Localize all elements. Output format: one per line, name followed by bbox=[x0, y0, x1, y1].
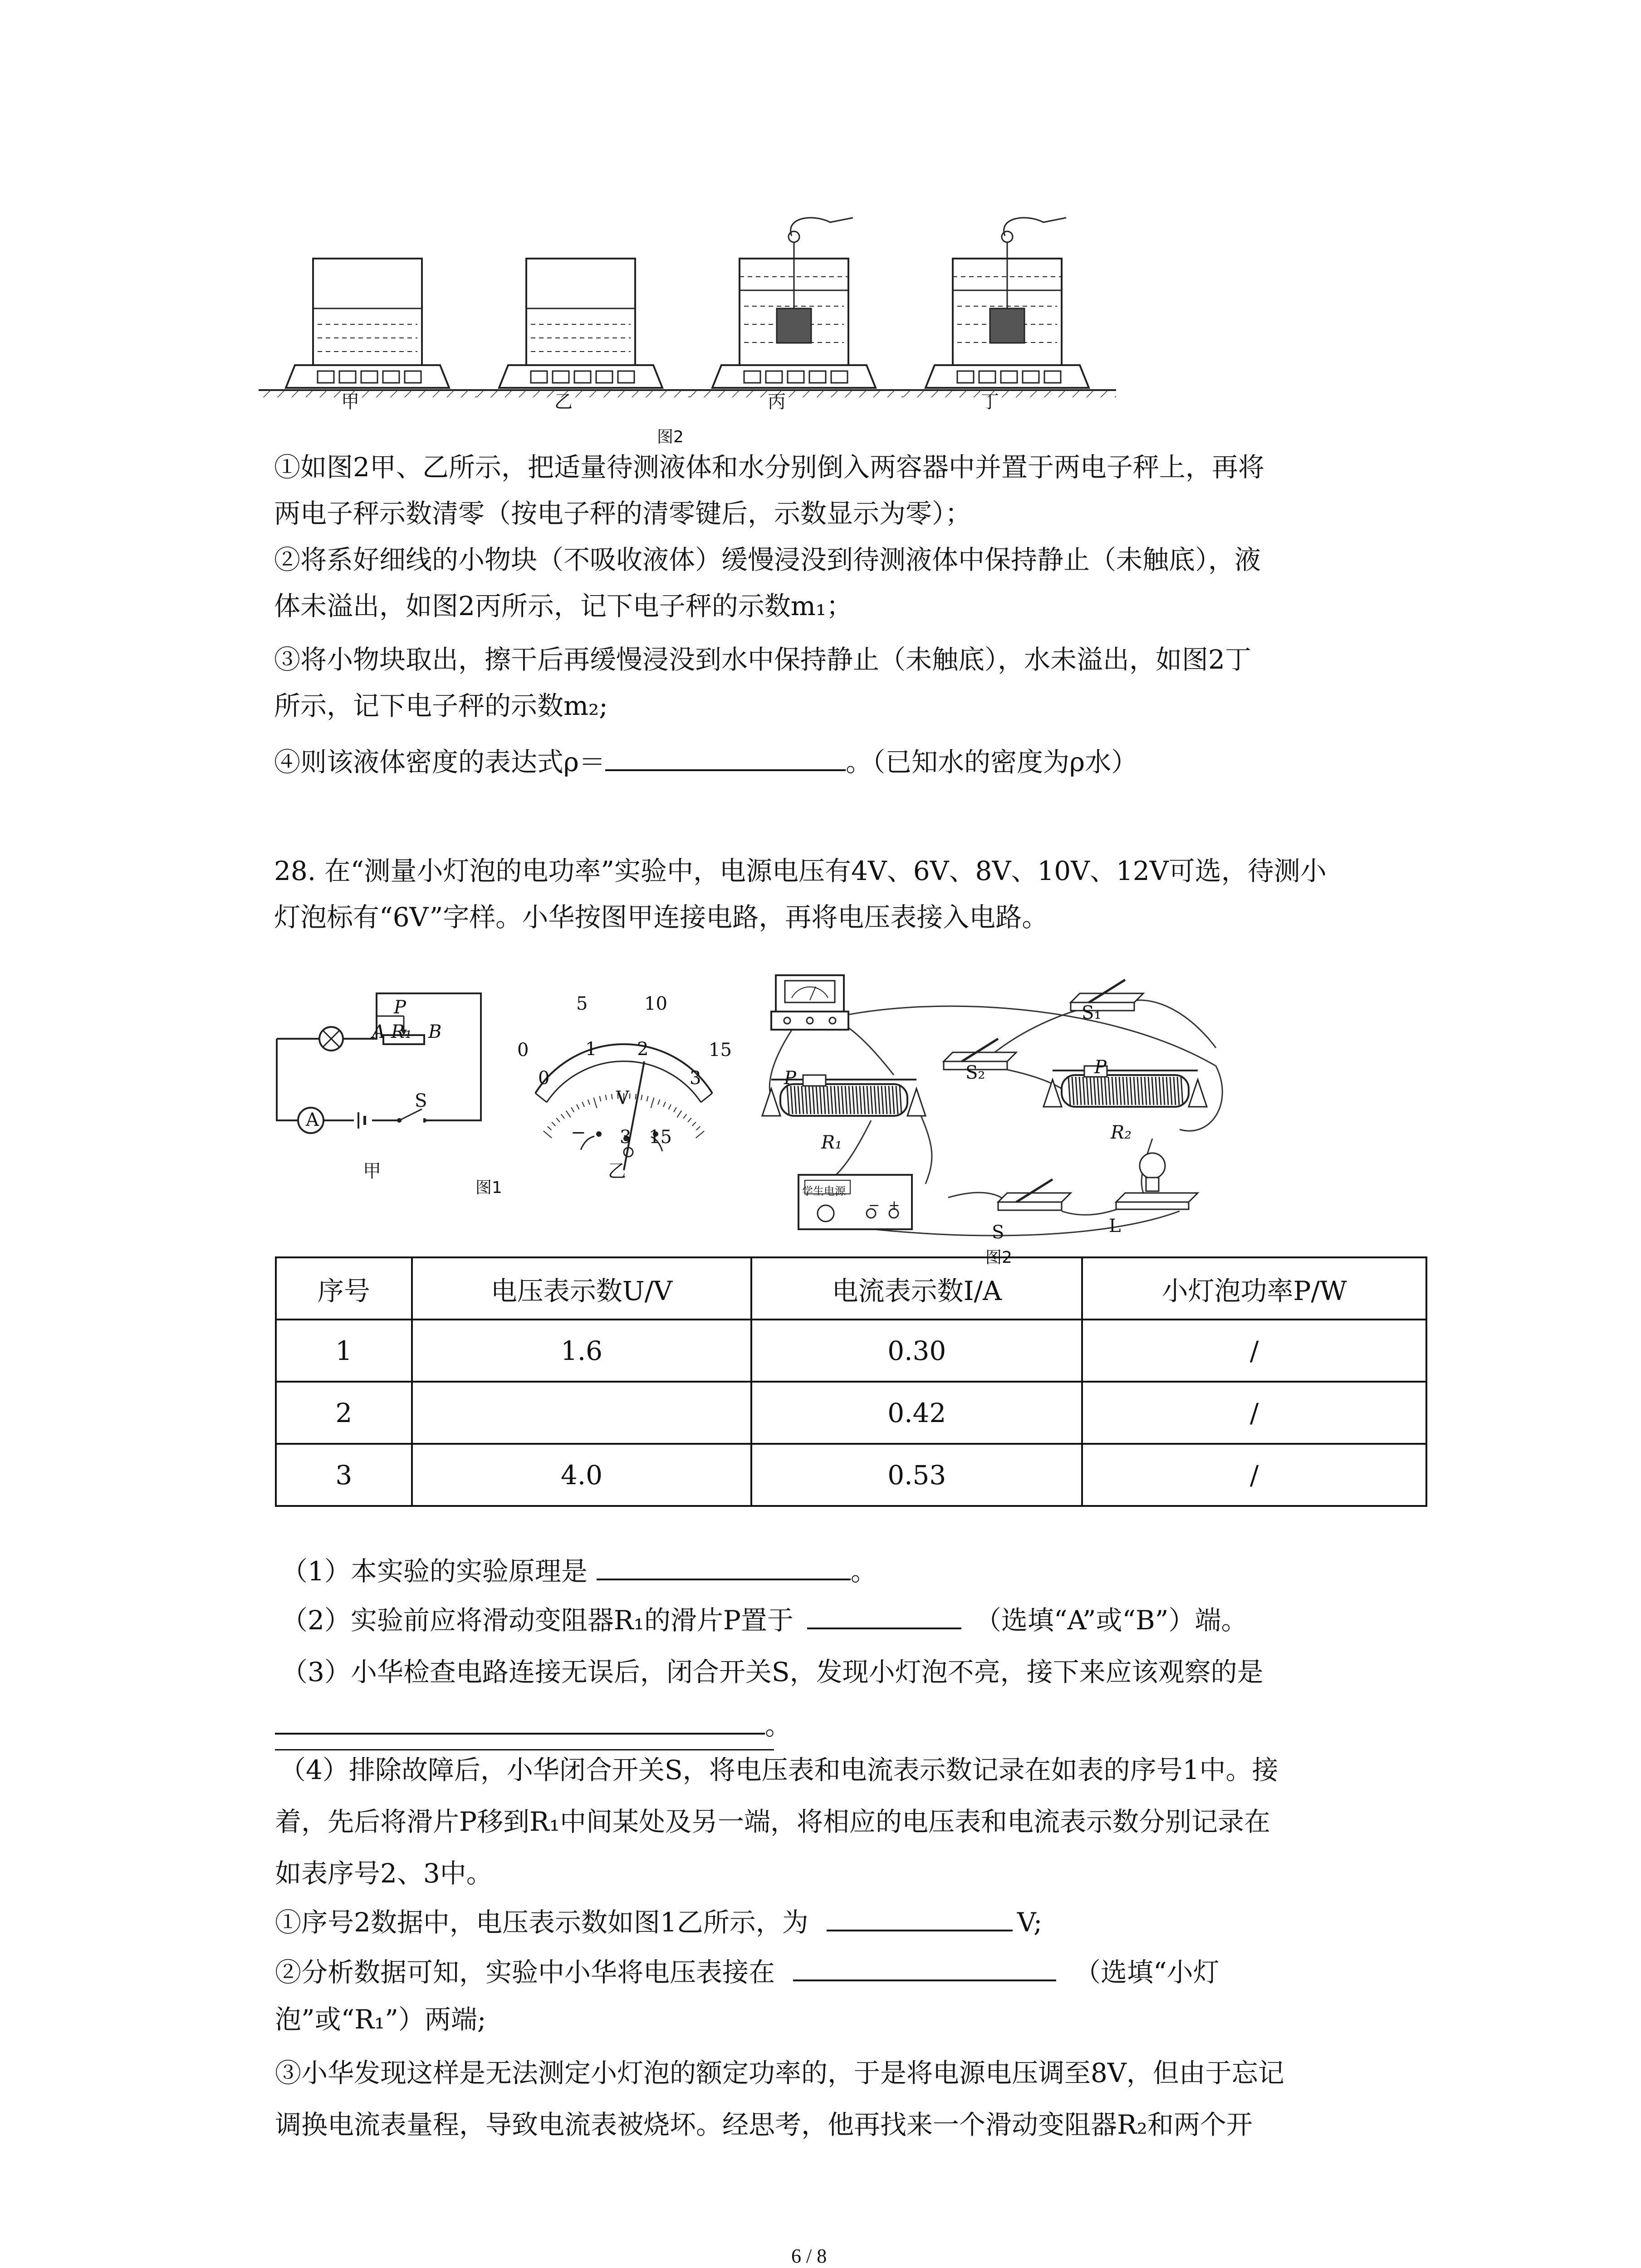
part2-text: （2）实验前应将滑动变阻器R₁的滑片P置于 bbox=[281, 1605, 794, 1636]
table-row bbox=[276, 1382, 1426, 1444]
meter-upper-10: 10 bbox=[644, 993, 667, 1014]
table-cell: 1.6 bbox=[412, 1320, 752, 1382]
table-cell: 0.42 bbox=[751, 1382, 1082, 1444]
part2 bbox=[281, 1601, 1247, 1638]
table-cell: / bbox=[1082, 1320, 1426, 1382]
q27-step4 bbox=[274, 743, 1137, 780]
fig2-label-psu-terms: − + bbox=[868, 1198, 900, 1213]
voltmeter-needle bbox=[624, 1061, 644, 1170]
fig1-label-yi: 乙 bbox=[608, 1161, 626, 1182]
part3-answer-blank[interactable] bbox=[275, 1706, 765, 1735]
sub2-end: （选填“小灯 bbox=[1074, 1957, 1220, 1988]
q27-step4-text: ④则该液体密度的表达式ρ＝ bbox=[274, 747, 606, 777]
data-table bbox=[275, 1256, 1427, 1507]
part4-line2: 着，先后将滑片P移到R₁中间某处及另一端，将相应的电压表和电流表示数分别记录在 bbox=[275, 1806, 1270, 1837]
part2-end: （选填“A”或“B”）端。 bbox=[975, 1605, 1248, 1636]
table-cell: 0.53 bbox=[751, 1444, 1082, 1506]
fig2-label-bing: 丙 bbox=[768, 391, 786, 412]
fig2-label-P1: P bbox=[784, 1068, 796, 1089]
q27-step1-line1: ①如图2甲、乙所示，把适量待测液体和水分别倒入两容器中并置于两电子秤上，再将 bbox=[274, 452, 1264, 483]
part4-line3: 如表序号2、3中。 bbox=[275, 1858, 493, 1889]
part3: （3）小华检查电路连接无误后，闭合开关S，发现小灯泡不亮，接下来应该观察的是 bbox=[281, 1657, 1264, 1687]
table-cell: 2 bbox=[276, 1382, 412, 1444]
part3-end: 。 bbox=[765, 1710, 792, 1741]
scale-container-ding bbox=[898, 218, 1116, 397]
fig1-label-jia: 甲 bbox=[363, 1161, 381, 1182]
table-cell-blank[interactable] bbox=[412, 1382, 752, 1444]
part1-end: 。 bbox=[850, 1556, 877, 1587]
scale-container-yi bbox=[472, 259, 690, 397]
sub1-end: V; bbox=[1017, 1907, 1043, 1938]
fig2-label-ding: 丁 bbox=[981, 391, 999, 412]
table-cell: 4.0 bbox=[412, 1444, 752, 1506]
fig2-label-yi: 乙 bbox=[554, 391, 573, 412]
q27-step1-line2: 两电子秤示数清零（按电子秤的清零键后，示数显示为零）； bbox=[274, 498, 972, 529]
meter-lower-3: 3 bbox=[690, 1068, 701, 1089]
page-number: 6 / 8 bbox=[791, 2245, 827, 2267]
q28-intro-line1: 28. 在“测量小灯泡的电功率”实验中，电源电压有4V、6V、8V、10V、12V可选，待测小 bbox=[274, 855, 1327, 886]
fig2-label-R1: R₁ bbox=[821, 1132, 843, 1153]
q27-step2-line2: 体未溢出，如图2丙所示，记下电子秤的示数m₁； bbox=[274, 591, 853, 621]
fig1-label-P: P bbox=[394, 997, 406, 1018]
q28-intro-line2: 灯泡标有“6V”字样。小华按图甲连接电路，再将电压表接入电路。 bbox=[274, 902, 1048, 933]
fig2-physical-circuit bbox=[744, 966, 1243, 1247]
part3-underline-rule bbox=[275, 1749, 774, 1750]
meter-lower-2: 2 bbox=[637, 1039, 649, 1060]
part1-text: （1）本实验的实验原理是 bbox=[281, 1556, 588, 1587]
fig1-circuit-schematic bbox=[268, 984, 485, 1148]
fig2-label-L: L bbox=[1109, 1216, 1121, 1237]
meter-terminal-3: 3 bbox=[620, 1127, 632, 1148]
lamp-l-icon bbox=[1116, 1153, 1198, 1209]
switch-s-icon bbox=[998, 1179, 1071, 1210]
q27-step2-line1: ②将系好细线的小物块（不吸收液体）缓慢浸没到待测液体中保持静止（未触底），液 bbox=[274, 544, 1261, 575]
fig2-label-jia: 甲 bbox=[341, 391, 359, 412]
fig1-label-S: S bbox=[415, 1090, 427, 1111]
table-header: 电流表示数I/A bbox=[751, 1257, 1082, 1320]
meter-upper-0: 0 bbox=[517, 1040, 529, 1061]
table-header: 小灯泡功率P/W bbox=[1082, 1257, 1426, 1320]
sub2 bbox=[275, 1953, 1220, 1990]
sub1-answer-blank[interactable] bbox=[827, 1903, 1013, 1931]
fig2-label-psu: 学生电源 bbox=[802, 1185, 846, 1198]
meter-lower-1: 1 bbox=[585, 1039, 597, 1060]
q27-step4-end: 。（已知水的密度为ρ水） bbox=[846, 747, 1138, 777]
sub2-text: ②分析数据可知，实验中小华将电压表接在 bbox=[275, 1957, 775, 1988]
fig2-label-S2: S₂ bbox=[965, 1062, 985, 1083]
fig2-label-S1: S₁ bbox=[1082, 1002, 1102, 1023]
voltmeter-device-icon bbox=[771, 975, 848, 1030]
table-header: 序号 bbox=[276, 1257, 412, 1320]
meter-terminal-neg: − bbox=[571, 1122, 586, 1143]
table-row bbox=[276, 1320, 1426, 1382]
table-header: 电压表示数U/V bbox=[412, 1257, 752, 1320]
scale-container-bing bbox=[685, 218, 903, 397]
fig1-label-R1: R₁ bbox=[391, 1022, 412, 1042]
sub2-line2: 泡”或“R₁”）两端; bbox=[275, 2004, 486, 2035]
fig1-label-A: A bbox=[372, 1022, 385, 1042]
fig2-label-S: S bbox=[992, 1222, 1004, 1243]
fig1-label-ammeter: A bbox=[306, 1110, 319, 1130]
part2-answer-blank[interactable] bbox=[807, 1601, 961, 1629]
sub3-line1: ③小华发现这样是无法测定小灯泡的额定功率的，于是将电源电压调至8V，但由于忘记 bbox=[275, 2058, 1284, 2088]
fig1-label-B: B bbox=[428, 1022, 442, 1042]
table-header-row bbox=[276, 1257, 1426, 1320]
sub2-answer-blank[interactable] bbox=[793, 1953, 1056, 1981]
part4-line1: （4）排除故障后，小华闭合开关S，将电压表和电流表示数记录在如表的序号1中。接 bbox=[279, 1755, 1279, 1785]
table-cell: / bbox=[1082, 1444, 1426, 1506]
q27-step3-line2: 所示，记下电子秤的示数m₂; bbox=[274, 690, 608, 721]
q27-answer-blank[interactable] bbox=[605, 743, 846, 771]
scale-container-jia bbox=[259, 259, 476, 397]
meter-lower-0: 0 bbox=[538, 1068, 550, 1089]
table-cell: 3 bbox=[276, 1444, 412, 1506]
table-cell: 1 bbox=[276, 1320, 412, 1382]
fig2-label-R2: R₂ bbox=[1111, 1122, 1132, 1143]
fig2-scales-diagram bbox=[254, 209, 1416, 472]
fig1-caption: 图1 bbox=[475, 1178, 502, 1197]
fig2-top-caption: 图2 bbox=[657, 428, 684, 446]
part1 bbox=[281, 1552, 877, 1589]
part3-answer-line bbox=[275, 1706, 791, 1744]
rheostat-r2-icon bbox=[1043, 1066, 1207, 1107]
sub1-text: ①序号2数据中，电压表示数如图1乙所示，为 bbox=[275, 1907, 808, 1938]
table-row bbox=[276, 1444, 1426, 1506]
q27-step3-line1: ③将小物块取出，擦干后再缓慢浸没到水中保持静止（未触底），水未溢出，如图2丁 bbox=[274, 644, 1251, 675]
table-cell: / bbox=[1082, 1382, 1426, 1444]
fig2-bottom-caption: 图2 bbox=[985, 1248, 1012, 1267]
meter-terminal-15: 15 bbox=[649, 1127, 672, 1148]
part1-answer-blank[interactable] bbox=[597, 1552, 851, 1580]
meter-upper-5: 5 bbox=[576, 993, 588, 1014]
sub3-line2: 调换电流表量程，导致电流表被烧坏。经思考，他再找来一个滑动变阻器R₂和两个开 bbox=[275, 2109, 1253, 2140]
meter-unit: V bbox=[616, 1088, 629, 1109]
fig2-label-P2: P bbox=[1094, 1057, 1107, 1078]
table-cell: 0.30 bbox=[751, 1320, 1082, 1382]
meter-upper-15: 15 bbox=[709, 1040, 732, 1061]
sub1 bbox=[275, 1903, 1042, 1941]
